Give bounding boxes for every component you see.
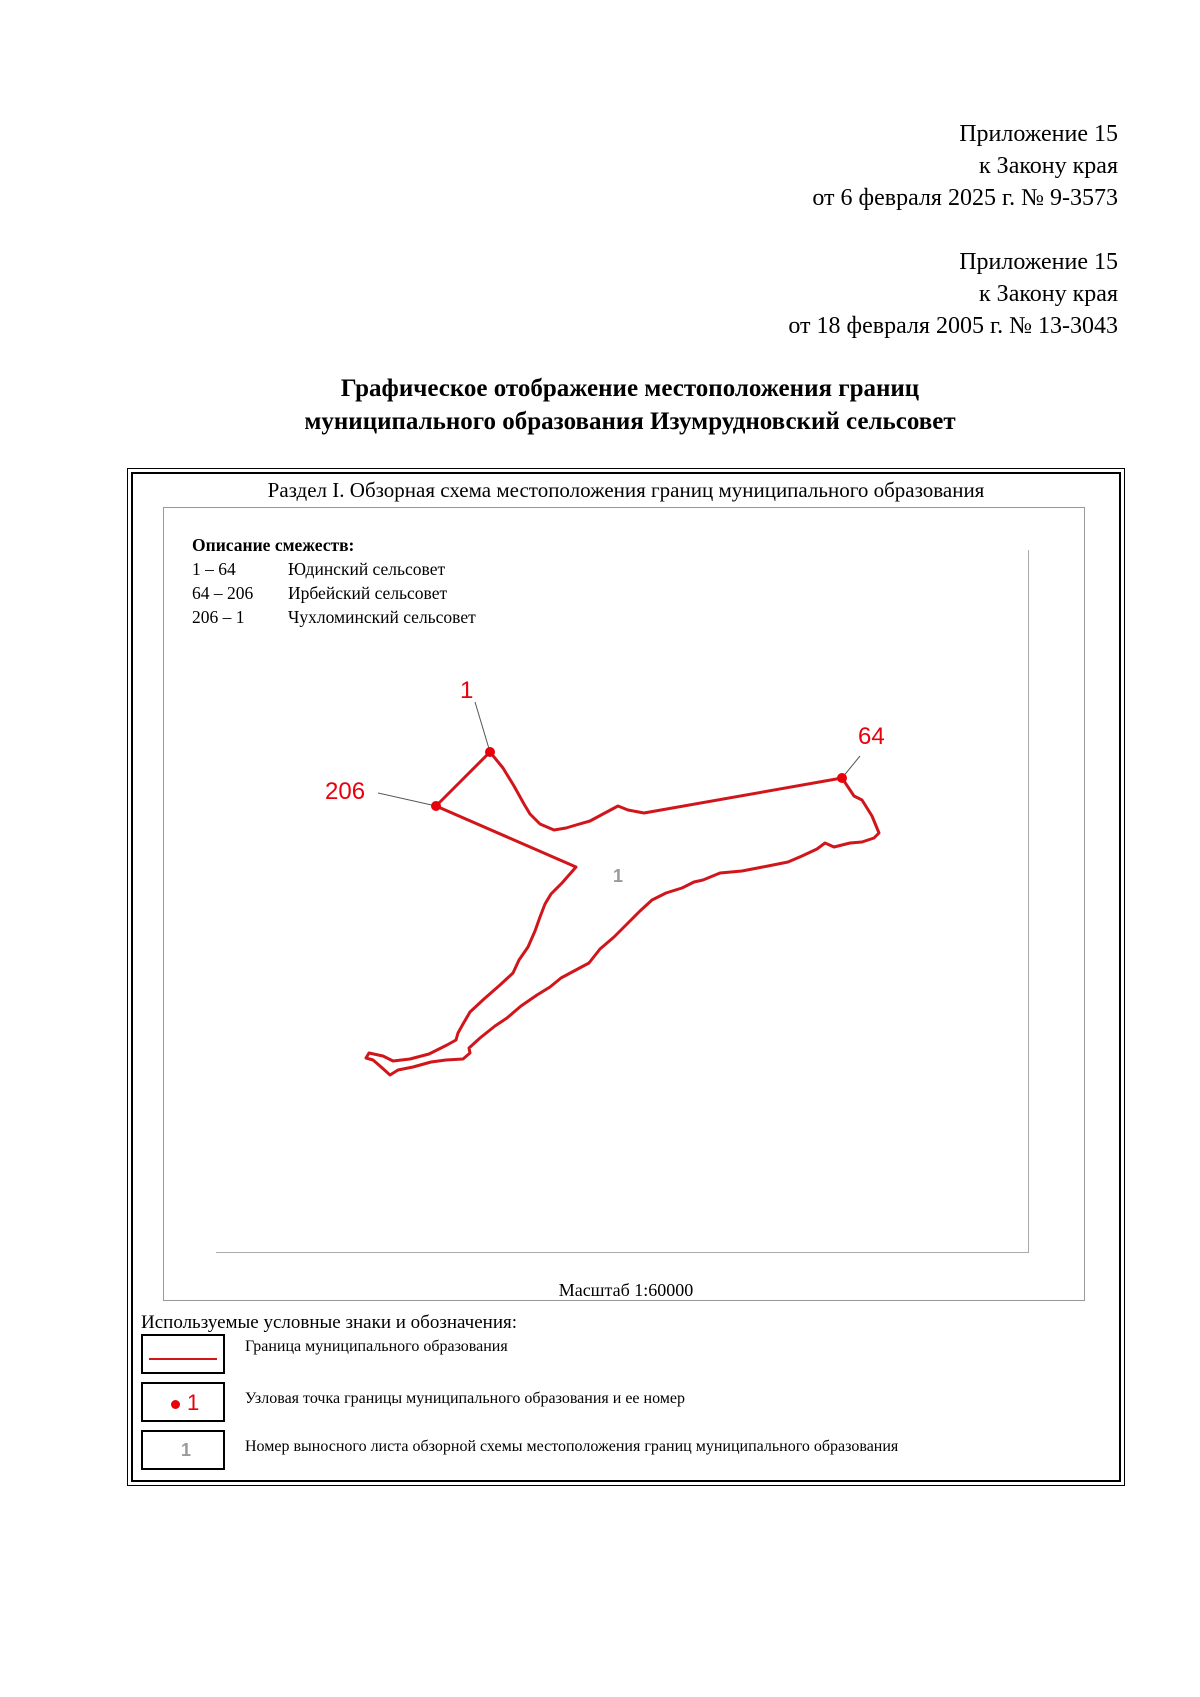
legend-heading: Используемые условные знаки и обозначения:: [141, 1312, 518, 1333]
adjacency-name: Юдинский сельсовет: [288, 559, 446, 579]
appendix-line: от 6 февраля 2025 г. № 9-3573: [812, 185, 1118, 211]
appendix-line: к Закону края: [979, 281, 1118, 307]
appendix-line: Приложение 15: [959, 121, 1118, 147]
title-line: Графическое отображение местоположения границ: [340, 375, 920, 402]
adjacency-range: 1 – 64: [192, 559, 236, 579]
boundary-point-64: [837, 773, 847, 783]
node-point-sample-number: 1: [187, 1390, 200, 1415]
legend-item-boundary: [141, 1334, 1141, 1376]
legend-symbol-box: [141, 1382, 225, 1422]
section-title: Раздел I. Обзорная схема местоположения границ муниципального образования: [267, 478, 985, 502]
appendix-line: Приложение 15: [959, 249, 1118, 275]
node-point-icon: [171, 1400, 180, 1409]
legend-text: Граница муниципального образования: [245, 1338, 508, 1355]
adjacency-name: Чухломинский сельсовет: [288, 607, 476, 627]
adjacency-range: 64 – 206: [192, 583, 254, 603]
point-label-64: 64: [858, 723, 885, 750]
map-scale: Масштаб 1:60000: [558, 1280, 694, 1300]
title-line: муниципального образования Изумрудновский сельсовет: [304, 408, 956, 435]
boundary-point-1: [485, 747, 495, 757]
legend-symbol-box: [141, 1334, 225, 1374]
appendix-line: к Закону края: [979, 153, 1118, 179]
adjacency-heading: Описание смежеств:: [192, 535, 355, 555]
legend-item-sheet-number: [141, 1430, 1141, 1472]
point-label-1: 1: [460, 677, 474, 704]
sheet-number-label: 1: [613, 866, 624, 886]
legend-text: Узловая точка границы муниципального образования и ее номер: [245, 1390, 686, 1407]
leader-line-point-206: [378, 793, 436, 806]
legend-text: Номер выносного листа обзорной схемы местоположения границ муниципального образования: [245, 1438, 899, 1455]
legend-symbol-box: [141, 1430, 225, 1470]
point-label-206: 206: [325, 778, 366, 805]
appendix-line: от 18 февраля 2005 г. № 13-3043: [788, 313, 1118, 339]
adjacency-name: Ирбейский сельсовет: [288, 583, 448, 603]
legend-item-node-point: [141, 1382, 1141, 1424]
boundary-line-icon: [149, 1358, 217, 1360]
adjacency-range: 206 – 1: [192, 607, 245, 627]
boundary-point-206: [431, 801, 441, 811]
leader-line-point-1: [475, 702, 490, 752]
municipal-boundary-line: [366, 752, 879, 1075]
sheet-number-icon: 1: [181, 1440, 192, 1460]
